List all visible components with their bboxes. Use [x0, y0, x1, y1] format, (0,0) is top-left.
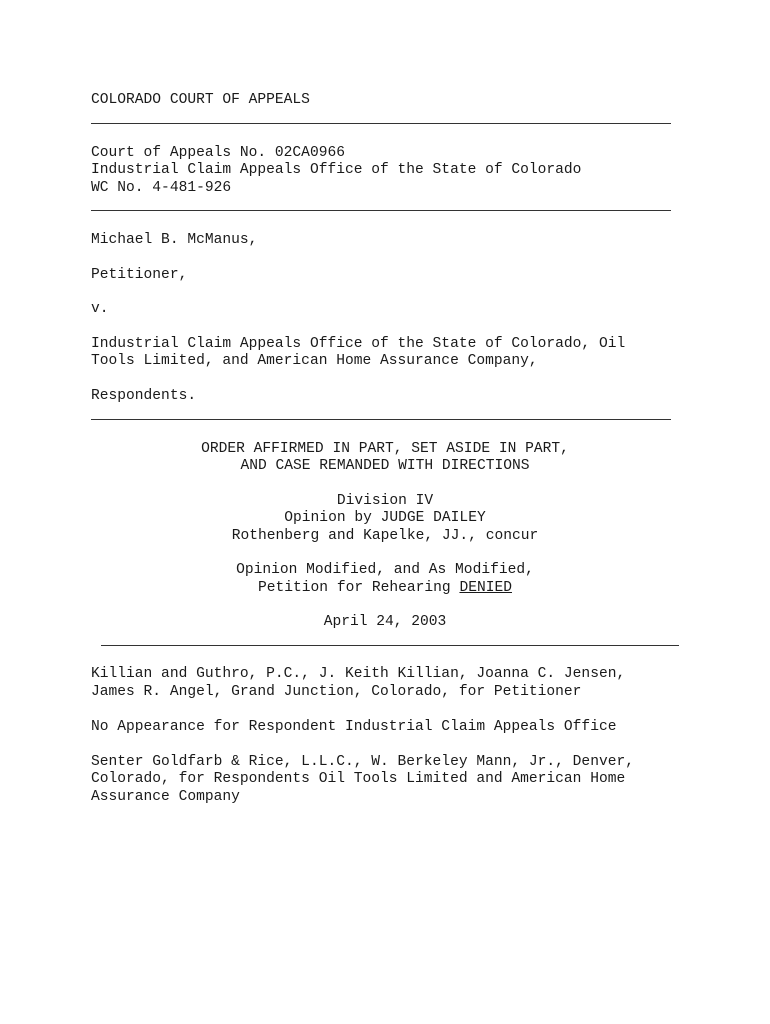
concurring-judges: Rothenberg and Kapelke, JJ., concur	[231, 528, 539, 544]
divider-rule	[91, 210, 671, 211]
opinion-modified: Opinion Modified, and As Modified,	[236, 562, 534, 578]
disposition-line-2: AND CASE REMANDED WITH DIRECTIONS	[240, 458, 530, 474]
versus: v.	[91, 301, 109, 317]
appeal-number: Court of Appeals No. 02CA0966	[91, 145, 345, 161]
divider-rule	[101, 645, 679, 646]
disposition-line-1: ORDER AFFIRMED IN PART, SET ASIDE IN PART,	[201, 441, 569, 457]
icao-no-appearance: No Appearance for Respondent Industrial Claim Appeals Office	[91, 719, 617, 735]
division: Division IV	[336, 493, 434, 509]
decision-date: April 24, 2003	[323, 614, 447, 630]
respondents-role: Respondents.	[91, 388, 197, 404]
rehearing-line	[91, 580, 679, 598]
wc-number: WC No. 4-481-926	[91, 180, 232, 196]
petitioner-name: Michael B. McManus,	[91, 232, 258, 248]
rehearing-prefix: Petition for Rehearing	[258, 580, 460, 596]
respondents-line-2: Tools Limited, and American Home Assurance Company,	[91, 353, 538, 369]
divider-rule	[91, 123, 671, 124]
petitioner-counsel-line-2: James R. Angel, Grand Junction, Colorado, for Petitioner	[91, 684, 582, 700]
opinion-author: Opinion by JUDGE DAILEY	[284, 510, 486, 526]
respondents-counsel-line-3: Assurance Company	[91, 789, 240, 805]
divider-rule	[91, 419, 671, 420]
respondents-counsel-line-1: Senter Goldfarb & Rice, L.L.C., W. Berkeley Mann, Jr., Denver,	[91, 754, 634, 770]
respondents-line-1: Industrial Claim Appeals Office of the State of Colorado, Oil	[91, 336, 626, 352]
respondents-counsel-line-2: Colorado, for Respondents Oil Tools Limited and American Home	[91, 771, 626, 787]
rehearing-result: DENIED	[459, 580, 512, 596]
petitioner-role: Petitioner,	[91, 267, 188, 283]
petitioner-counsel-line-1: Killian and Guthro, P.C., J. Keith Killian, Joanna C. Jensen,	[91, 666, 626, 682]
court-name: COLORADO COURT OF APPEALS	[91, 92, 310, 108]
lower-tribunal: Industrial Claim Appeals Office of the State of Colorado	[91, 162, 582, 178]
